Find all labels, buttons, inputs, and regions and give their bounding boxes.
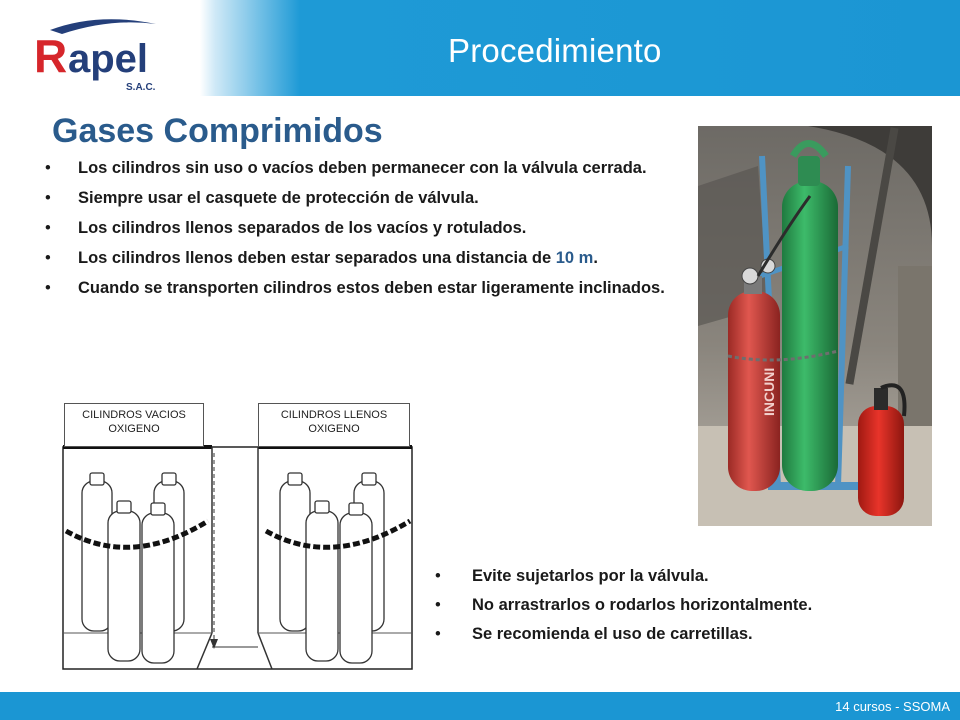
cylinder-cart-photo [698,126,932,526]
list-item: • Los cilindros sin uso o vacíos deben permanecer con la válvula cerrada. [42,158,674,179]
storage-diagram [62,403,414,671]
list-item: • Se recomienda el uso de carretillas. [432,624,932,644]
list-item: • No arrastrarlos o rodarlos horizontalmente. [432,595,932,615]
list-item: • Los cilindros llenos separados de los vacíos y rotulados. [42,218,674,239]
handling-bullet-list [432,566,932,653]
list-item: • Evite sujetarlos por la válvula. [432,566,932,586]
list-item: • Siempre usar el casquete de protección de válvula. [42,188,674,209]
list-item: • Los cilindros llenos deben estar separados una distancia de 10 m. [42,248,674,269]
section-heading: Gases Comprimidos [52,112,383,150]
company-logo [28,10,218,92]
label-full-cylinders: CILINDROS LLENOS OXIGENO [258,403,410,447]
distance-highlight: 10 m [555,249,594,267]
bullet-list [42,158,674,308]
svg-text:INCUNI: INCUNI [761,367,777,416]
svg-text:apel: apel [68,37,149,81]
svg-text:S.A.C.: S.A.C. [126,82,156,92]
label-empty-cylinders: CILINDROS VACIOS OXIGENO [64,403,204,447]
footer-bar [0,692,960,720]
svg-text:R: R [34,30,68,82]
list-item: • Cuando se transporten cilindros estos deben estar ligeramente inclinados. [42,278,674,299]
footer-text: 14 cursos - SSOMA [835,699,950,714]
page-title: Procedimiento [448,32,662,69]
